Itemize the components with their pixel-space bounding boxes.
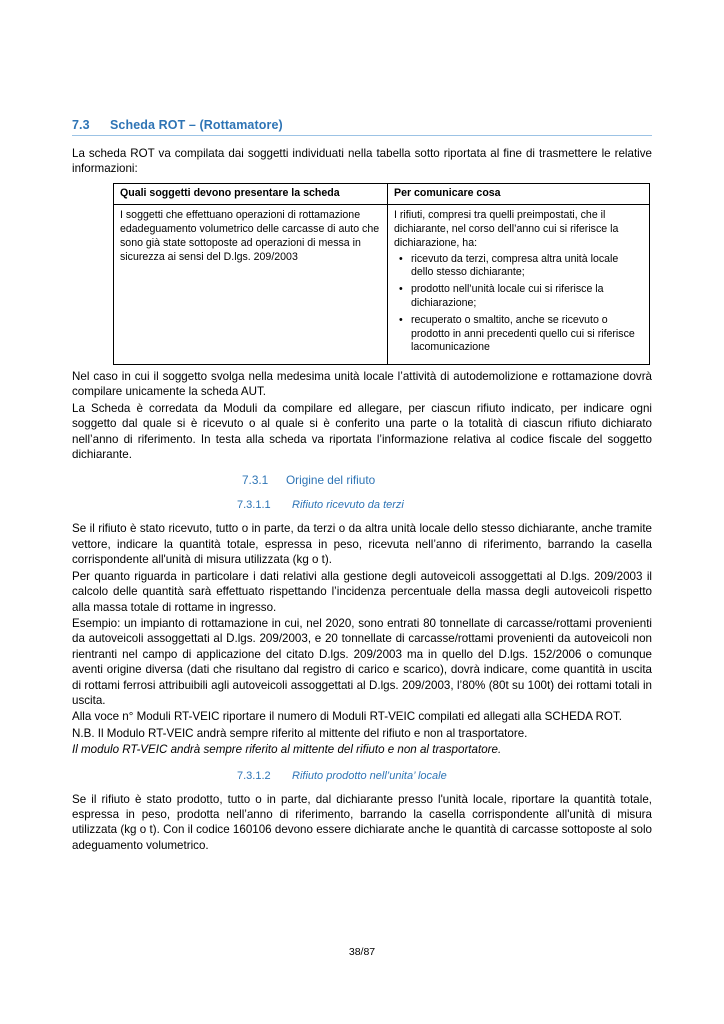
prodotto-paragraph-1: Se il rifiuto è stato prodotto, tutto o in parte, dal dichiarante presso l'unità locale, riportare la quantità totale, espressa in peso, prodotta nell’anno di riferimento, barrando la casella corrispondente all'unità di misura utilizzata (kg o t). Con il codice 160106 devono essere dichiarate anche le quantità di carcasse sottoposte al solo adeguamento volumetrico.: [72, 792, 652, 852]
section-number: 7.3: [72, 118, 90, 132]
ricevuto-paragraph-1: Se il rifiuto è stato ricevuto, tutto o in parte, da terzi o da altra unità locale dello stesso dichiarante, anche tramite vettore, indicare la quantità totale, espressa in peso, ricevuta nell’anno di riferimento, barrando la casella corrispondente all'unità di misura utilizzata (kg o t).: [72, 522, 652, 567]
subjects-table: [113, 183, 650, 365]
table-cell-subjects: I soggetti che effettuano operazioni di rottamazione edadeguamento volumetrico delle carcasse di auto che sono già state sottoposte ad operazioni di messa in sicurezza ai sensi del D.lgs. 209/2003: [114, 204, 388, 364]
table-header-purpose: Per comunicare cosa: [388, 183, 650, 204]
subsubsection-number: 7.3.1.2: [237, 769, 271, 782]
page-number: 38/87: [348, 946, 376, 958]
table-header-row: [114, 183, 650, 204]
ricevuto-paragraph-4: Alla voce n° Moduli RT-VEIC riportare il numero di Moduli RT-VEIC compilati ed allegati alla SCHEDA ROT.: [72, 710, 622, 724]
subsubsection-number: 7.3.1.1: [237, 499, 271, 512]
table-cell-purpose: [388, 204, 650, 364]
ricevuto-paragraph-5: N.B. Il Modulo RT-VEIC andrà sempre riferito al mittente del rifiuto e non al trasportatore.: [72, 726, 528, 740]
list-item: • ricevuto da terzi, compresa altra unità locale dello stesso dichiarante;: [411, 253, 643, 281]
subsubsection-title: Rifiuto prodotto nell’unita’ locale: [292, 769, 447, 782]
page-footer: [0, 946, 724, 958]
intro-paragraph: La scheda ROT va compilata dai soggetti individuati nella tabella sotto riportata al fine di trasmettere le relative informazioni:: [72, 147, 652, 176]
body-paragraph-2: La Scheda è corredata da Moduli da compilare ed allegare, per ciascun rifiuto indicato, per indicare ogni soggetto dal quale si è ricevuto o al quale si è conferito una parte o la totalità di ciascun rifiuto dichiarato nell’anno di riferimento. In testa alla scheda va riportata l’informazione relativa al codice fiscale del soggetto dichiarante.: [72, 401, 652, 462]
ricevuto-paragraph-2: Per quanto riguarda in particolare i dati relativi alla gestione degli autoveicoli assoggettati al D.lgs. 209/2003 il calcolo delle quantità sarà effettuato rispettando l’incidenza percentuale della massa degli autoveicoli rispetto alla massa totale di rottame in ingresso.: [72, 569, 652, 614]
section-title: Scheda ROT – (Rottamatore): [110, 118, 283, 132]
subsubsection-heading-ricevuto: [72, 499, 652, 511]
subsection-title: Origine del rifiuto: [286, 473, 376, 488]
purpose-bullet-list: [394, 253, 643, 355]
ricevuto-paragraph-3: Esempio: un impianto di rottamazione in cui, nel 2020, sono entrati 80 tonnellate di carcasse/rottami provenienti da autoveicoli assoggettati al D.lgs. 209/2003, e 20 tonnellate di carcasse/rottami provenienti da autoveicoli non rientranti nel campo di applicazione del citato D.lgs. 209/2003 ma in quello del D.lgs. 152/2006 o comunque aventi origine diversa (dati che risultano dal registro di carico e scarico), dovrà indicare, come quantità in uscita di rottami ferrosi attribuibili agli autoveicoli assoggettati al D.lgs. 209/2003, l’80% (80t su 100t) dei rottami totali in uscita.: [72, 616, 652, 707]
table-row: [114, 204, 650, 364]
list-item: • prodotto nell’unità locale cui si riferisce la dichiarazione;: [411, 283, 643, 311]
ricevuto-paragraph-6: Il modulo RT-VEIC andrà sempre riferito al mittente del rifiuto e non al trasportatore.: [72, 743, 502, 757]
subsection-number: 7.3.1: [242, 473, 269, 488]
subsubsection-heading-prodotto: [72, 770, 652, 782]
section-heading: [72, 118, 652, 136]
table-header-subjects: Quali soggetti devono presentare la scheda: [114, 183, 388, 204]
purpose-lead-text: I rifiuti, compresi tra quelli preimpostati, che il dichiarante, nel corso dell’anno cui si riferisce la dichiarazione, ha:: [394, 208, 619, 249]
body-paragraph-1: Nel caso in cui il soggetto svolga nella medesima unità locale l’attività di autodemolizione e rottamazione dovrà compilare unicamente la scheda AUT.: [72, 370, 652, 399]
list-item: • recuperato o smaltito, anche se ricevuto o prodotto in anni precedenti quello cui si riferisce lacomunicazione: [411, 314, 643, 355]
subsection-heading-origine: [72, 473, 652, 487]
subsubsection-title: Rifiuto ricevuto da terzi: [292, 499, 404, 512]
